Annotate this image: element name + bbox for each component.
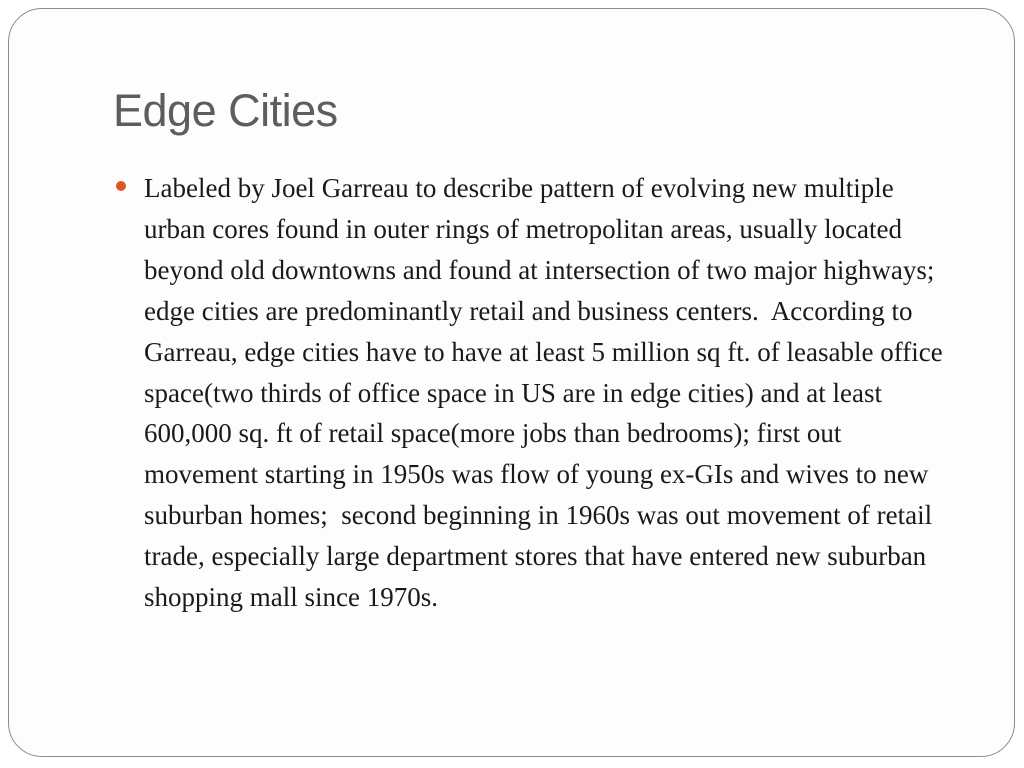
slide-title: Edge Cities [113,85,338,136]
bullet-text: Labeled by Joel Garreau to describe pattern of evolving new multiple urban cores found in outer rings of metropolitan areas, usually located beyond old downtowns and found at intersection of two major highways; edge cities are predominantly retail and business centers. According to Garreau, edge cities have to have at least 5 million sq ft. of leasable office space(two thirds of office space in US are in edge cities) and at least 600,000 sq. ft of retail space(more jobs than bedrooms); first out movement starting in 1950s was flow of young ex-GIs and wives to new suburban homes; second beginning in 1960s was out movement of retail trade, especially large department stores that have entered new suburban shopping mall since 1970s. [144,173,950,613]
bullet-list [114,168,954,618]
bullet-item [114,168,954,618]
bullet-dot-icon [116,181,126,191]
